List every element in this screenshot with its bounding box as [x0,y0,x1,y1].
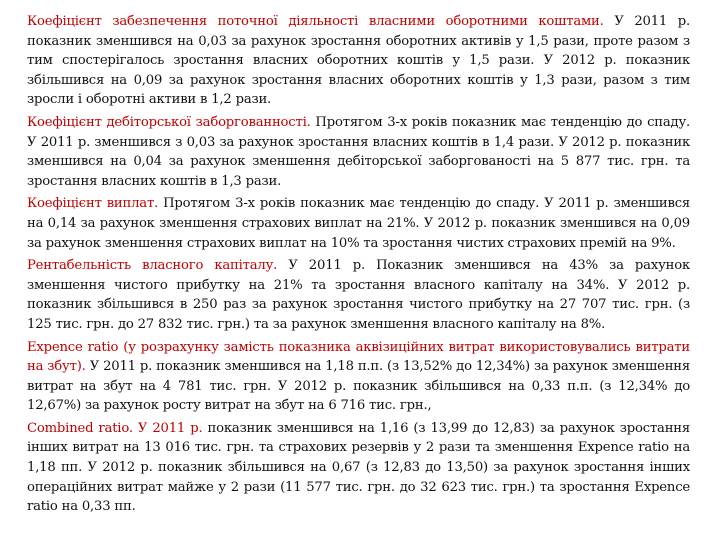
paragraph-body: Протягом 3-х років показник має тенденцію до спаду. У 2011 р. зменшився на 0,14 за рахунок зменшення страхових виплат на 21%. У 2012 р. показник зменшився на 0,09 за рахунок зменшення страхових виплат на 10% та зростання чистих страхових премій на 9%. [27,196,691,251]
paragraph-title: Expence ratio (у розрахунку замість показника аквізиційних витрат використовувались витрати на збут). [27,339,690,375]
paragraph-body: показник зменшився на 1,16 (з 13,99 до 12,83) за рахунок зростання інших витрат на 13 016 тис. грн. та страхових резервів у 2 рази та зменшення Expence ratio на 1,18 пп. У 2012 р. показник збільшився на 0,67 (з 12,83 до 13,50) за рахунок зростання інших операційних витрат майже у 2 рази (11 577 тис. грн. до 32 623 тис. грн.) та зростання Expence ratio на 0,33 пп. [27,420,690,515]
paragraph-receivables [27,113,690,191]
paragraph-working-capital [27,12,690,110]
paragraph-title: Коефіцієнт забезпечення поточної діяльності власними оборотними коштами. [27,14,604,29]
text-body [27,12,690,520]
paragraph-body: У 2011 р. показник зменшився на 0,03 за рахунок зростання оборотних активів у 1,5 рази, проте разом з тим спостерігалось зростання власних оборотних коштів у 1,5 рази. У 2012 р. показник збільшився на 0,09 за рахунок зростання власних оборотних коштів у 1,3 рази, разом з тим зросли і оборотні активи в 1,2 рази. [27,14,690,108]
paragraph-body: У 2011 р. Показник зменшився на 43% за рахунок зменшення чистого прибутку на 21% та зростання власного капіталу на 34%. У 2012 р. показник збільшився в 250 раз за рахунок зростання чистого прибутку на 27 707 тис. грн. (з 125 тис. грн. до 27 832 тис. грн.) та за рахунок зменшення власного капіталу на 8%. [27,258,691,332]
paragraph-title: Рентабельність власного капіталу. [27,258,278,274]
paragraph-payouts [27,194,690,253]
paragraph-body: У 2011 р. показник зменшився на 1,18 п.п. (з 13,52% до 12,34%) за рахунок зменшення витрат на збут на 4 781 тис. грн. У 2012 р. показник збільшився на 0,33 п.п. (з 12,34% до 12,67%) за рахунок росту витрат на збут на 6 716 тис. грн., [27,359,691,414]
paragraph-body: Протягом 3-х років показник має тенденцію до спаду. У 2011 р. зменшився з 0,03 за рахунок зростання власних коштів в 1,4 рази. У 2012 р. показник зменшився на 0,04 за рахунок зменшення дебіторської заборгованості на 5 877 тис. грн. та зростання власних коштів в 1,3 рази. [27,114,690,189]
paragraph-title: Combined ratio. У 2011 р. [27,420,203,436]
paragraph-expence-ratio [27,338,690,416]
paragraph-roe [27,256,690,334]
paragraph-title: Коефіцієнт виплат. [27,196,159,212]
paragraph-title: Коефіцієнт дебіторської заборгованності. [27,114,311,130]
paragraph-combined-ratio [27,419,690,517]
